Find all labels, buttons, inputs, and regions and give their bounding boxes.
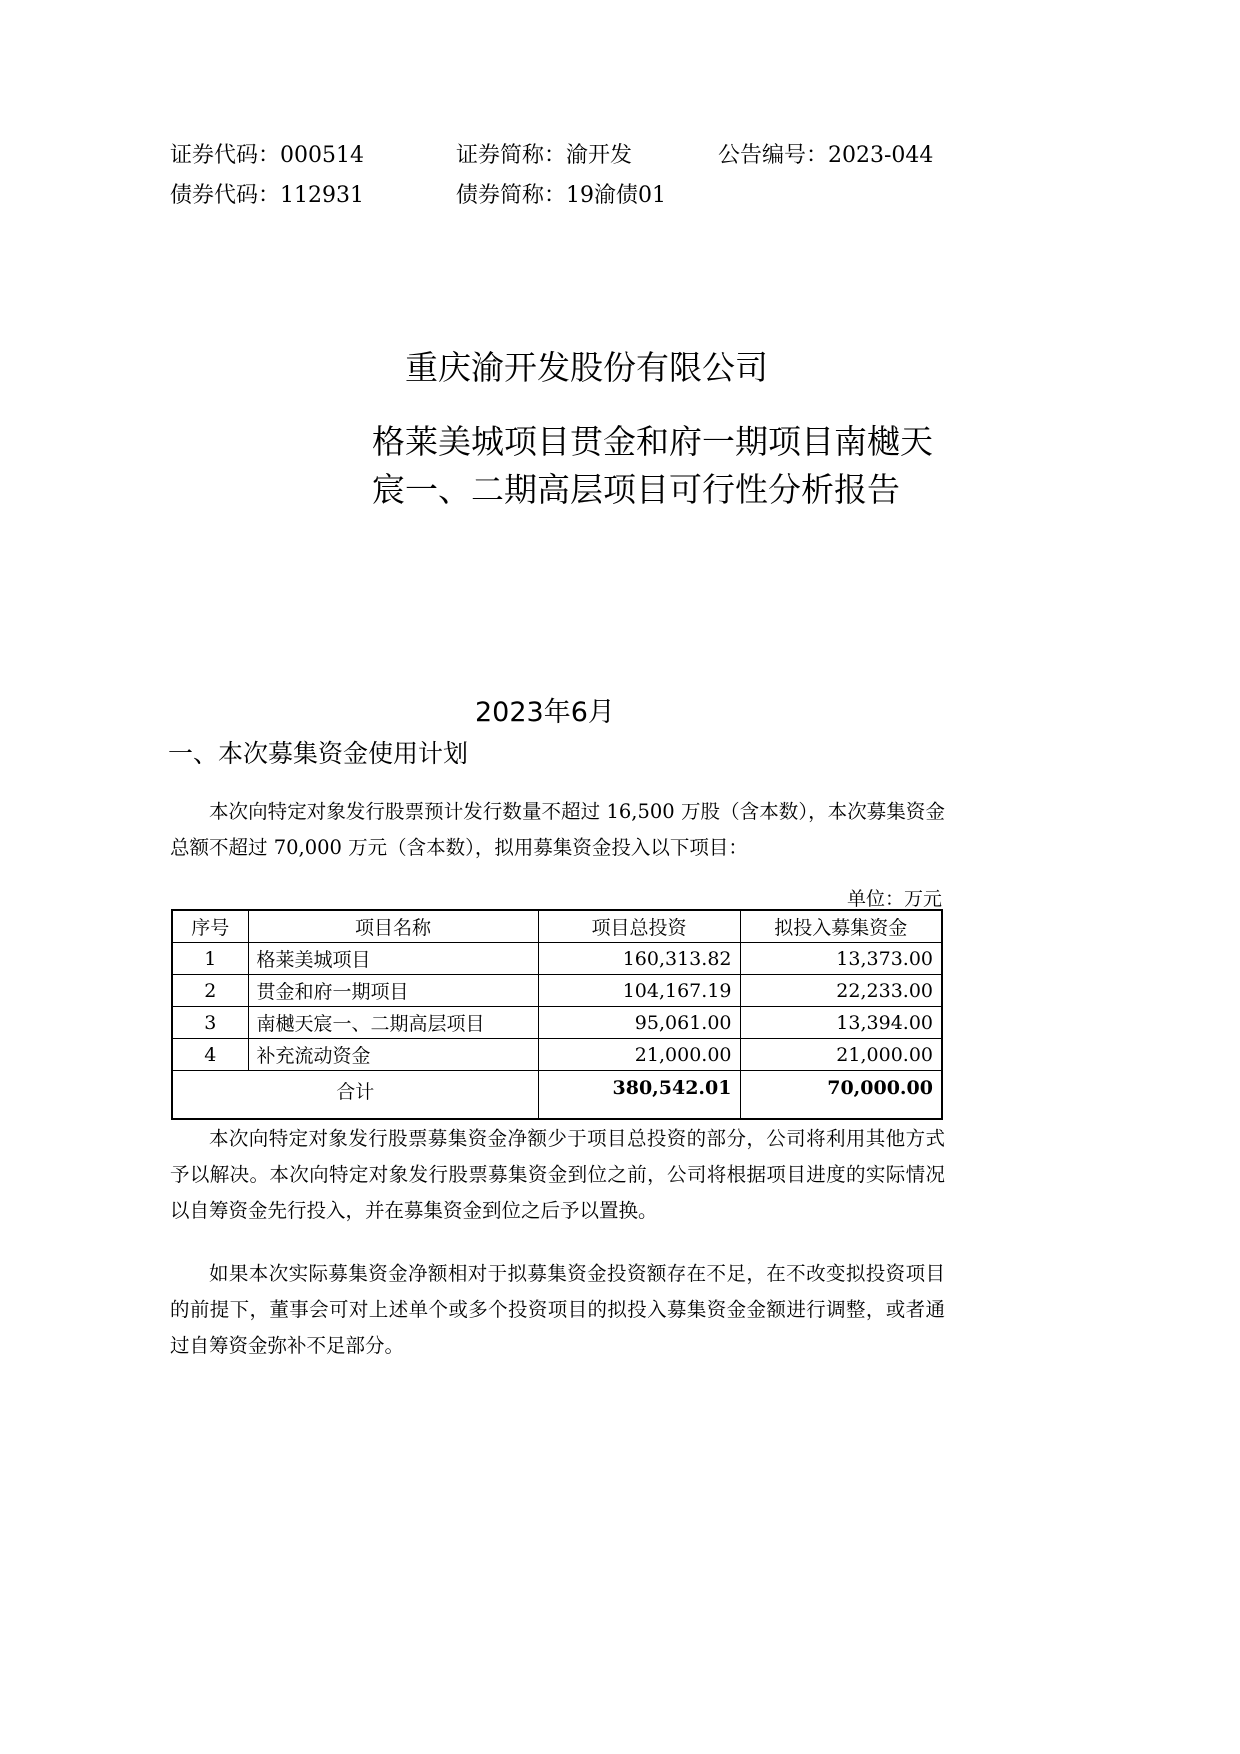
paragraph-text: 如果本次实际募集资金净额相对于拟募集资金投资额存在不足，在不改变拟投资项目的前提下，董事会可对上述单个或多个投资项目的拟投入募集资金金额进行调整，或者通过自筹资金弥补不足部分。 (170, 1262, 945, 1357)
report-title-line2: 宸一、二期高层项目可行性分析报告 (372, 470, 900, 509)
company-name: 重庆渝开发股份有限公司 (405, 348, 768, 387)
table-row (172, 975, 942, 1007)
cell: 南樾天宸一、二期高层项目 (248, 1007, 538, 1039)
report-title-line1: 格莱美城项目贯金和府一期项目南樾天 (372, 422, 933, 461)
cell: 95,061.00 (538, 1007, 740, 1039)
cell: 160,313.82 (538, 943, 740, 975)
header-cell: 拟投入募集资金 (740, 910, 942, 943)
cell: 格莱美城项目 (248, 943, 538, 975)
cell: 贯金和府一期项目 (248, 975, 538, 1007)
stock-name: 证券简称：渝开发 (456, 143, 633, 168)
cell: 21,000.00 (538, 1039, 740, 1071)
cell: 1 (172, 943, 248, 975)
cell: 13,394.00 (740, 1007, 942, 1039)
table-total-row (172, 1071, 942, 1119)
cell: 13,373.00 (740, 943, 942, 975)
bond-code: 债券代码：112931 (170, 183, 364, 208)
header-cell: 项目名称 (248, 910, 538, 943)
section-heading: 一、本次募集资金使用计划 (168, 739, 469, 768)
table-row (172, 1039, 942, 1071)
stock-code: 证券代码：000514 (170, 143, 364, 168)
cell: 3 (172, 1007, 248, 1039)
bond-name: 债券简称：19渝债01 (456, 183, 666, 208)
paragraph-text: 本次向特定对象发行股票募集资金净额少于项目总投资的部分，公司将利用其他方式予以解决。本次向特定对象发行股票募集资金到位之前，公司将根据项目进度的实际情况以自筹资金先行投入，并在募集资金到位之后予以置换。 (170, 1127, 945, 1222)
notice-number: 公告编号：2023-044 (718, 143, 934, 168)
cell: 22,233.00 (740, 975, 942, 1007)
intro-text: 本次向特定对象发行股票预计发行数量不超过 16,500 万股（含本数），本次募集资金总额不超过 70,000 万元（含本数），拟用募集资金投入以下项目： (170, 800, 945, 859)
table-row (172, 943, 942, 975)
unit-label: 单位：万元 (846, 888, 942, 910)
body-paragraph-2 (170, 1256, 945, 1364)
header-cell: 项目总投资 (538, 910, 740, 943)
total-investment: 380,542.01 (538, 1071, 740, 1119)
table-header-row (172, 910, 942, 943)
cell: 4 (172, 1039, 248, 1071)
body-paragraph-1 (170, 1121, 945, 1229)
cell: 104,167.19 (538, 975, 740, 1007)
total-funds: 70,000.00 (740, 1071, 942, 1119)
table-row (172, 1007, 942, 1039)
intro-paragraph (170, 794, 945, 866)
cell: 21,000.00 (740, 1039, 942, 1071)
fund-usage-table (171, 909, 943, 1120)
cell: 2 (172, 975, 248, 1007)
report-date: 2023年6月 (475, 697, 615, 728)
cell: 补充流动资金 (248, 1039, 538, 1071)
header-cell: 序号 (172, 910, 248, 943)
total-label: 合计 (172, 1071, 538, 1119)
